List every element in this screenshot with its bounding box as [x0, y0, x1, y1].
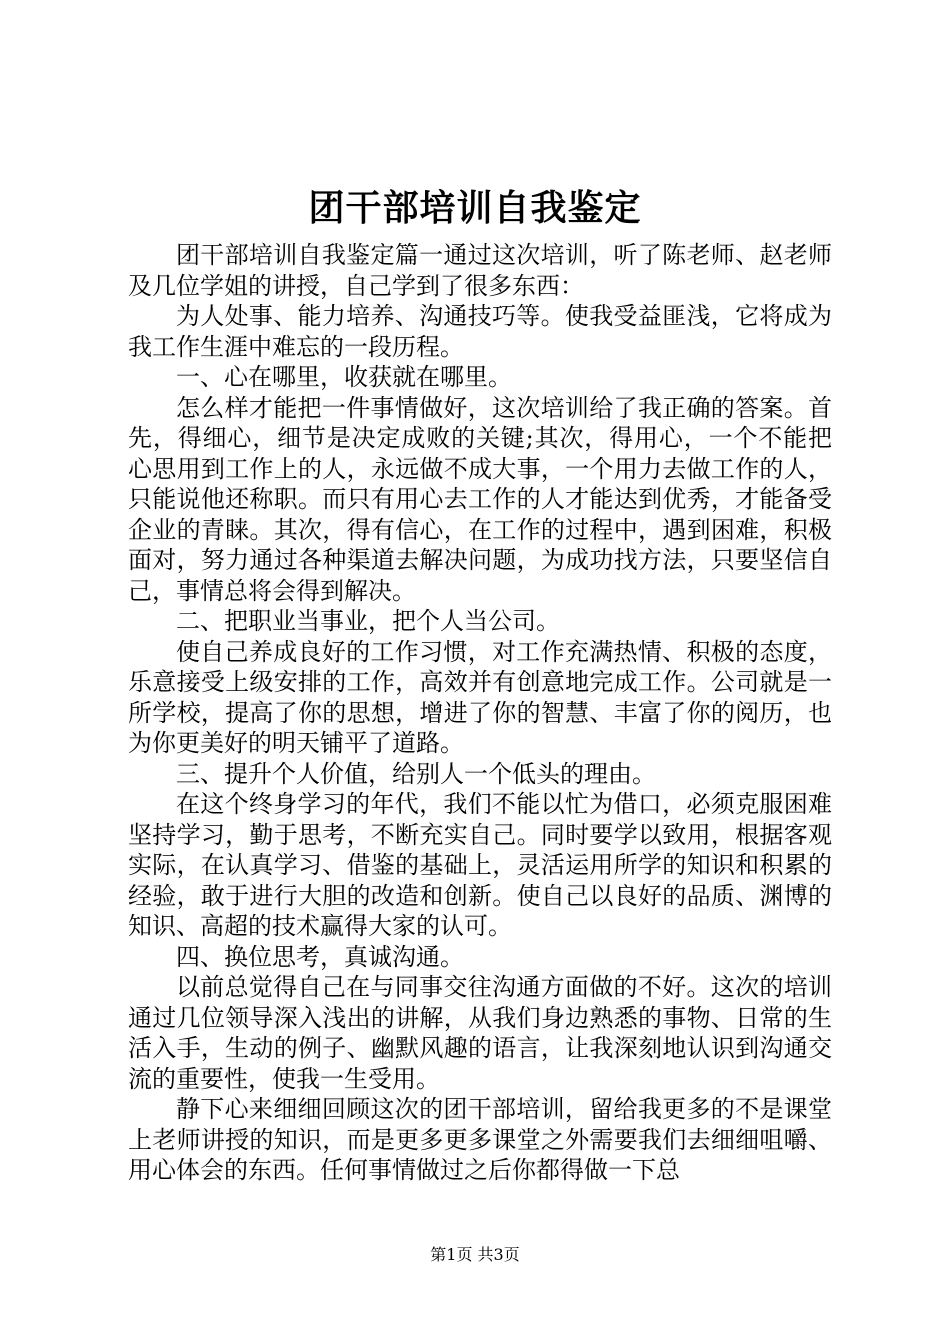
paragraph-intro-continued: 为人处事、能力培养、沟通技巧等。使我受益匪浅，它将成为我工作生涯中难忘的一段历程。 [128, 302, 832, 361]
section-heading-2: 二、把职业当事业，把个人当公司。 [176, 607, 560, 635]
page-number-footer: 第1页 共3页 [430, 1245, 520, 1264]
document-title: 团干部培训自我鉴定 [308, 187, 642, 229]
paragraph-conclusion: 静下心来细细回顾这次的团干部培训，留给我更多的不是课堂上老师讲授的知识，而是更多更多课堂之外需要我们去细细咀嚼、用心体会的东西。任何事情做过之后你都得做一下总 [128, 1095, 832, 1184]
paragraph-intro: 团干部培训自我鉴定篇一通过这次培训，听了陈老师、赵老师及几位学姐的讲授，自己学到了很多东西： [128, 241, 832, 300]
paragraph-section-3: 在这个终身学习的年代，我们不能以忙为借口，必须克服困难坚持学习，勤于思考，不断充实自己。同时要学以致用，根据客观实际，在认真学习、借鉴的基础上，灵活运用所学的知识和积累的经验，敢于进行大胆的改造和创新。使自己以良好的品质、渊博的知识、高超的技术赢得大家的认可。 [128, 790, 832, 940]
paragraph-section-1: 怎么样才能把一件事情做好，这次培训给了我正确的答案。首先，得细心，细节是决定成败的关键;其次，得用心，一个不能把心思用到工作上的人，永远做不成大事，一个用力去做工作的人，只能说他还称职。而只有用心去工作的人才能达到优秀，才能备受企业的青睐。其次，得有信心，在工作的过程中，遇到困难，积极面对，努力通过各种渠道去解决问题，为成功找方法，只要坚信自己，事情总将会得到解决。 [128, 393, 832, 605]
document-body [128, 240, 832, 1186]
section-heading-1: 一、心在哪里，收获就在哪里。 [176, 363, 512, 391]
section-heading-4: 四、换位思考，真诚沟通。 [176, 942, 464, 971]
paragraph-section-4: 以前总觉得自己在与同事交往沟通方面做的不好。这次的培训通过几位领导深入浅出的讲解，从我们身边熟悉的事物、日常的生活入手，生动的例子、幽默风趣的语言，让我深刻地认识到沟通交流的重要性，使我一生受用。 [128, 973, 832, 1093]
section-heading-3: 三、提升个人价值，给别人一个低头的理由。 [176, 759, 656, 788]
paragraph-section-2: 使自己养成良好的工作习惯，对工作充满热情、积极的态度，乐意接受上级安排的工作，高效并有创意地完成工作。公司就是一所学校，提高了你的思想，增进了你的智慧、丰富了你的阅历，也为你更美好的明天铺平了道路。 [128, 637, 832, 757]
